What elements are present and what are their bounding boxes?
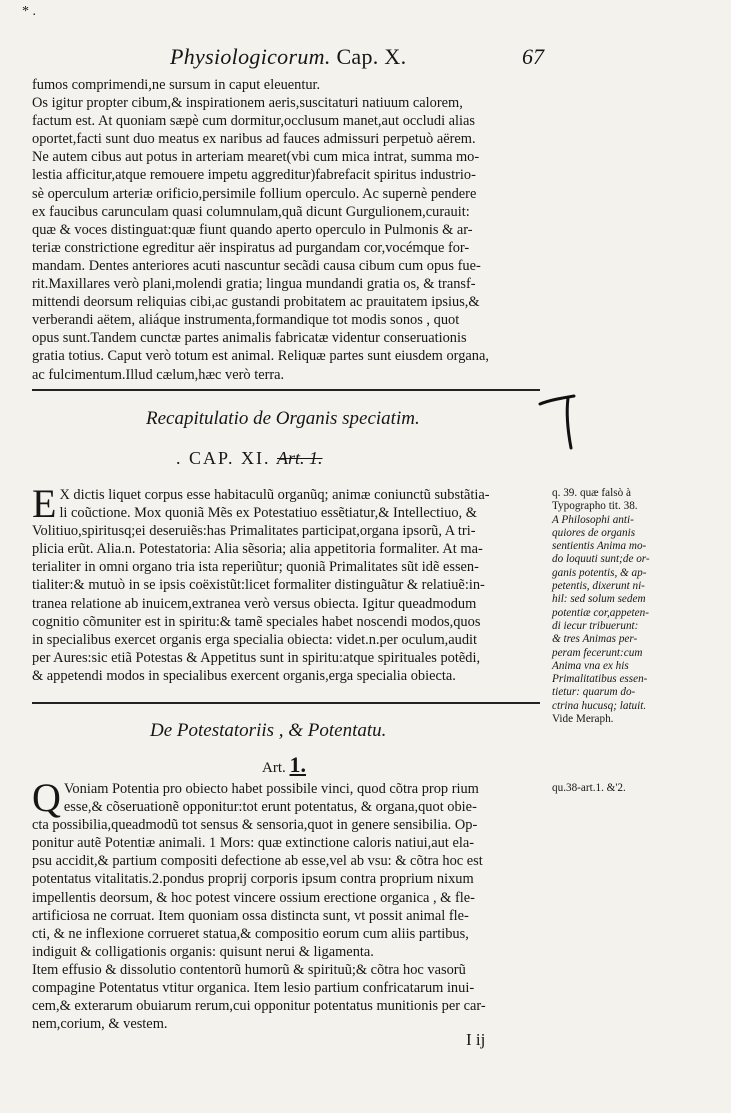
drop-cap: Q (32, 775, 61, 820)
text-line-content: terialiter in omni organo tria ista reperiũtur; quoniã Primalitates sũt idẽ essen- (32, 559, 479, 576)
text-line-content: & appetendi modos in specialibus exercent organis,erga specialia obiecta. (32, 667, 456, 684)
margin-note-line: petentis, dixerunt ni- (552, 580, 645, 593)
text-line-content: ac fulcimentum.Illud cælum,hæc verò terra. (32, 366, 285, 383)
text-line (32, 185, 547, 203)
text-line-content: esse,& cõseruationẽ opponitur:tot erunt potentatus, & organa,quot obie- (63, 799, 477, 816)
margin-note-line: quiores de organis (552, 526, 636, 539)
text-line (32, 595, 547, 613)
text-line (32, 257, 547, 275)
running-head (170, 44, 406, 70)
text-line-content: cem,& exterarum obuiarum rerum,cui opponitur potentatus munitionis per car- (32, 998, 486, 1015)
text-line-content: indiguit & colligationis organis: quisunt nerui & ligamenta. (32, 943, 374, 960)
drop-cap: E (32, 481, 57, 526)
text-line-content: compagine Potentatus vtitur organica. Item lesio partium confricatarum inui- (32, 980, 475, 997)
text-line (32, 631, 547, 649)
margin-note-line: di iecur tribuerunt: (552, 619, 639, 632)
text-line (32, 366, 547, 384)
margin-note-line: & tres Animas per- (552, 633, 638, 646)
text-line-content: psu accidit,& partium compositi defectione ab esse,vel ab vsu: & cõtra hoc est (32, 853, 483, 870)
text-line-content: oportet,facti sunt duo meatus ex naribus ad fauces admissuri perpetuò aërem. (32, 131, 476, 148)
margin-note-line: ctrina hucusq; latuit. (552, 699, 647, 712)
text-line (32, 943, 547, 961)
text-line (32, 925, 547, 943)
page-number: 67 (522, 44, 544, 69)
running-head-title: Physiologicorum. (170, 44, 331, 69)
chapter-label: . CAP. XI. (176, 448, 271, 468)
text-line (32, 221, 547, 239)
text-line (32, 997, 547, 1015)
text-line (32, 239, 547, 257)
signature-mark: I ij (466, 1030, 486, 1049)
text-line-content: artificiosa ne corruat. Item quoniam ossa distincta sunt, vt possit animal fle- (32, 907, 469, 924)
margin-note-line: Primalitatibus essen- (552, 673, 648, 686)
text-line (32, 311, 547, 329)
text-line-content: Ne autem cibus aut potus in arteriam mearet(vbi cum mica intrat, summa mo- (32, 149, 480, 166)
text-line (32, 613, 547, 631)
text-line (32, 558, 547, 576)
margin-note-line: ganis potentis, & ap- (552, 566, 647, 579)
text-line-content: quæ & voces distinguat:quæ fiunt quando aperto operculo in Pulmonis & ar- (32, 221, 473, 238)
text-line (32, 576, 547, 594)
running-head-chapter: Cap. X. (336, 44, 407, 69)
text-line-content: verberandi aëtem, aliáque instrumenta,formandique tot modis sonos , quot (32, 312, 460, 329)
margin-note-line: potentiæ cor,appeten- (552, 606, 649, 619)
text-line (32, 870, 547, 888)
text-line (59, 504, 547, 522)
text-line-content: mandam. Dentes anteriores acuti nascuntur secãdi causa cibum cum opus fue- (32, 257, 481, 274)
text-line-content: cognitio cõmuniter est in spiritu:& tamẽ speciales habet noscendi modos,quos (32, 613, 481, 630)
text-line (32, 203, 547, 221)
text-line (32, 649, 547, 667)
margin-note-line: Anima vna ex his (552, 659, 629, 672)
margin-note-line: sentientis Anima mo- (552, 540, 647, 553)
text-line (32, 540, 547, 558)
text-block-recapitulatio (32, 481, 547, 685)
text-line (32, 816, 547, 834)
text-line-content: cti, & ne inflexione corrueret statua,& compositio eorum cum aliis partibus, (32, 925, 469, 942)
text-line-content: impellentis deorsum, & hoc potest vincere ossium erectione organica , & fle- (32, 889, 475, 906)
section-heading-potestatoriis: De Potestatoriis , & Potentatu. (150, 720, 387, 741)
text-line (64, 798, 547, 816)
corner-ink-mark: * . (22, 4, 36, 19)
text-line (32, 166, 547, 184)
text-line-content: plicia erũt. Alia.n. Potestatoria: Alia sẽsoria; alia appetitoria formaliter. At ma- (32, 541, 483, 558)
text-block-chapter-x-end (32, 76, 547, 384)
text-line (32, 148, 547, 166)
text-line-content: teriæ constrictione egreditur aër inspiratus ad purgandam cor,vocémque for- (32, 239, 470, 256)
text-line-content: opus sunt.Tandem cunctæ partes animalis fabricatæ videntur conseruationis (32, 330, 467, 347)
text-line-content: tranea relatione ab inuicem,extranea verò versus obiecta. Igitur queadmodum (32, 595, 477, 612)
text-line-content: fumos comprimendi,ne sursum in caput eleuentur. (32, 77, 321, 93)
struck-article-label: Art. 1. (277, 448, 323, 468)
text-line-content: potentatus vitalitatis.2.pondus proprij corporis ipsum contra proprium nixum (32, 871, 474, 888)
section-heading-recapitulatio: Recapitulatio de Organis speciatim. (146, 408, 420, 429)
margin-note-reference (552, 782, 728, 795)
text-line-content: ponitur autẽ Potentiæ animali. 1 Mors: quæ extinctione caloris natiui,aut ela- (32, 835, 475, 852)
text-line-content: cta possibilia,queadmodũ tot sensus & sensoria,quot in genere sensibilia. Op- (32, 817, 478, 834)
text-line-content: Voniam Potentia pro obiecto habet possibile vinci, quod cõtra prop rium (63, 781, 479, 797)
chapter-heading (176, 448, 323, 469)
margin-note-line: Typographo tit. 38. (552, 500, 638, 513)
text-line (32, 94, 547, 112)
text-line (32, 852, 547, 870)
article-label-text: Art. (262, 760, 286, 776)
text-block-potestatoriis (32, 775, 547, 1033)
text-line (32, 275, 547, 293)
text-line (32, 293, 547, 311)
text-line-content: nem,corium, & vestem. (32, 1016, 168, 1033)
margin-note-philosophi (552, 487, 728, 726)
margin-note-line: hil: sed solum sedem (552, 593, 646, 606)
text-line (32, 112, 547, 130)
margin-note-line: do loquuti sunt;de or- (552, 553, 650, 566)
text-line-content: li coũctione. Mox quoniã Mẽs ex Potestatiuo essẽtiatur,& Intellectiuo, & (59, 505, 477, 522)
text-line (32, 979, 547, 997)
margin-note-line: A Philosophi anti- (552, 513, 634, 526)
text-line-content: Os igitur propter cibum,& inspirationem aeris,suscitaturi natiuum calorem, (32, 95, 463, 112)
text-line (32, 130, 547, 148)
section-divider-rule (32, 389, 540, 391)
text-line-content: mittendi deorsum reliquias cibi,ac gustandi probitatem ac prauitatem ipsius,& (32, 294, 480, 311)
text-line-content: in specialibus exercet organis erga specialia obiecta: videt.n.per oculum,audit (32, 631, 478, 648)
text-line-content: rit.Maxillares verò plani,molendi gratia; lingua mundandi gratia os, & transf- (32, 276, 476, 293)
text-line (32, 834, 547, 852)
text-line (32, 522, 547, 540)
text-line (32, 667, 547, 685)
text-line-content: X dictis liquet corpus esse habitaculũ organũq; animæ coniunctũ substãtia- (59, 487, 490, 503)
text-line-content: lestia afficitur,atque remouere impetu aggreditur)fabrefacit spiritus industrio- (32, 167, 476, 184)
margin-note-line: peram fecerunt:cum (552, 646, 643, 659)
pen-mark-icon (538, 392, 578, 452)
margin-note-line: tietur: quarum do- (552, 686, 636, 699)
text-line (32, 329, 547, 347)
text-line-content: per Aures:sic etiã Potestas & Appetitus sunt in spiritu:atque spirituales potẽdi, (32, 649, 481, 666)
text-line (32, 347, 547, 365)
text-line-content: factum est. At quoniam sæpè cum dormitur,occlusum manet,aut occludi alias (32, 113, 476, 130)
margin-note-line: q. 39. quæ falsò à (552, 487, 631, 499)
text-line (32, 961, 547, 979)
margin-note-line: Vide Meraph. (552, 713, 614, 726)
text-line-content: ex faucibus carunculam quasi columnulam,quã dicunt Gurgulionem,curauit: (32, 203, 470, 220)
article-handwritten-number: 1. (289, 752, 306, 777)
text-line (32, 889, 547, 907)
text-line-content: Item effusio & dissolutio contentorũ humorũ & spirituũ;& cõtra hoc vasorũ (32, 961, 466, 978)
text-line-content: gratia totius. Caput verò totum est animal. Reliquæ partes sunt eiusdem organa, (32, 348, 489, 365)
text-line (32, 76, 547, 94)
margin-note-reference-text: qu.38-art.1. &'2. (552, 782, 626, 794)
text-line-content: sè operculum arteriæ orificio,persimile follium operculo. Ac supernè pendere (32, 185, 477, 202)
text-line (32, 907, 547, 925)
article-label (262, 752, 306, 778)
text-line-content: Volitiuo,spiritusq;ei deseruiẽs:has Primalitates participat,organa ipsorũ, A tri- (32, 523, 476, 540)
section-divider-rule-2 (32, 702, 540, 704)
text-line-content: tialiter:& mutuò in se ipsis coëxistũt:licet formaliter distinguãtur & relatiuẽ:in- (32, 577, 485, 594)
